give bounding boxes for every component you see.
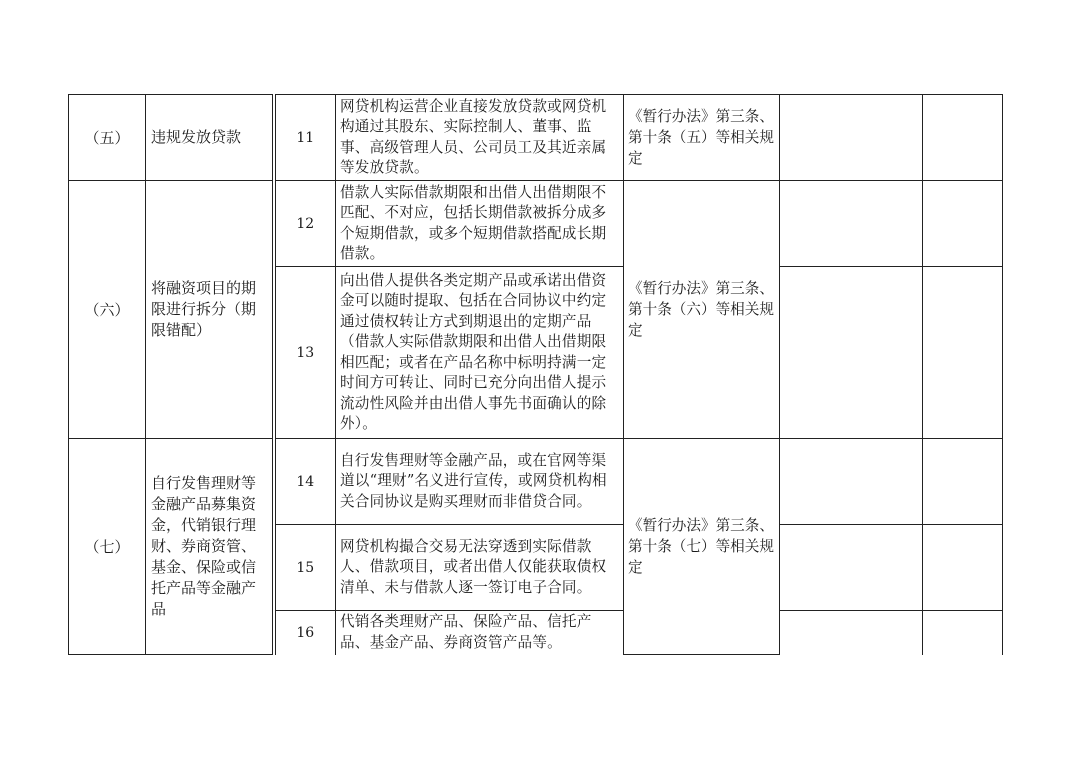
blank-cell	[780, 267, 923, 439]
blank-cell	[923, 95, 1003, 181]
blank-cell	[923, 525, 1003, 611]
item-description: 自行发售理财等金融产品，或在官网等渠道以“理财”名义进行宣传，或网贷机构相关合同协议是购买理财而非借贷合同。	[336, 439, 624, 525]
table-row	[69, 181, 1003, 267]
item-description: 网贷机构撮合交易无法穿透到实际借款人、借款项目，或者出借人仅能获取债权清单、未与借款人逐一签订电子合同。	[336, 525, 624, 611]
category-index: （七）	[69, 439, 146, 655]
category-index: （六）	[69, 181, 146, 439]
item-number: 11	[274, 95, 336, 181]
category-name: 将融资项目的期限进行拆分（期限错配）	[146, 181, 274, 439]
category-name: 自行发售理财等金融产品募集资金，代销银行理财、券商资管、基金、保险或信托产品等金融产品	[146, 439, 274, 655]
item-description: 向出借人提供各类定期产品或承诺出借资金可以随时提取、包括在合同协议中约定通过债权转让方式到期退出的定期产品（借款人实际借款期限和出借人出借期限相匹配；或者在产品名称中标明持满一定时间方可转让、同时已充分向出借人提示流动性风险并由出借人事先书面确认的除外）。	[336, 267, 624, 439]
item-description: 代销各类理财产品、保险产品、信托产品、基金产品、券商资管产品等。	[336, 611, 624, 655]
legal-basis: 《暂行办法》第三条、第十条（七）等相关规定	[624, 439, 780, 655]
category-name: 违规发放贷款	[146, 95, 274, 181]
category-index: （五）	[69, 95, 146, 181]
blank-cell	[780, 181, 923, 267]
table-row	[69, 95, 1003, 181]
legal-basis: 《暂行办法》第三条、第十条（五）等相关规定	[624, 95, 780, 181]
item-number: 14	[274, 439, 336, 525]
compliance-table	[68, 94, 1003, 655]
blank-cell	[923, 439, 1003, 525]
blank-cell	[780, 439, 923, 525]
table-row	[69, 439, 1003, 525]
item-description: 借款人实际借款期限和出借人出借期限不匹配、不对应，包括长期借款被拆分成多个短期借款，或多个短期借款搭配成长期借款。	[336, 181, 624, 267]
blank-cell	[923, 181, 1003, 267]
blank-cell	[780, 525, 923, 611]
blank-cell	[780, 95, 923, 181]
item-number: 12	[274, 181, 336, 267]
item-number: 16	[274, 611, 336, 655]
item-number: 13	[274, 267, 336, 439]
legal-basis: 《暂行办法》第三条、第十条（六）等相关规定	[624, 181, 780, 439]
item-number: 15	[274, 525, 336, 611]
item-description: 网贷机构运营企业直接发放贷款或网贷机构通过其股东、实际控制人、董事、监事、高级管理人员、公司员工及其近亲属等发放贷款。	[336, 95, 624, 181]
blank-cell	[923, 611, 1003, 655]
blank-cell	[780, 611, 923, 655]
blank-cell	[923, 267, 1003, 439]
